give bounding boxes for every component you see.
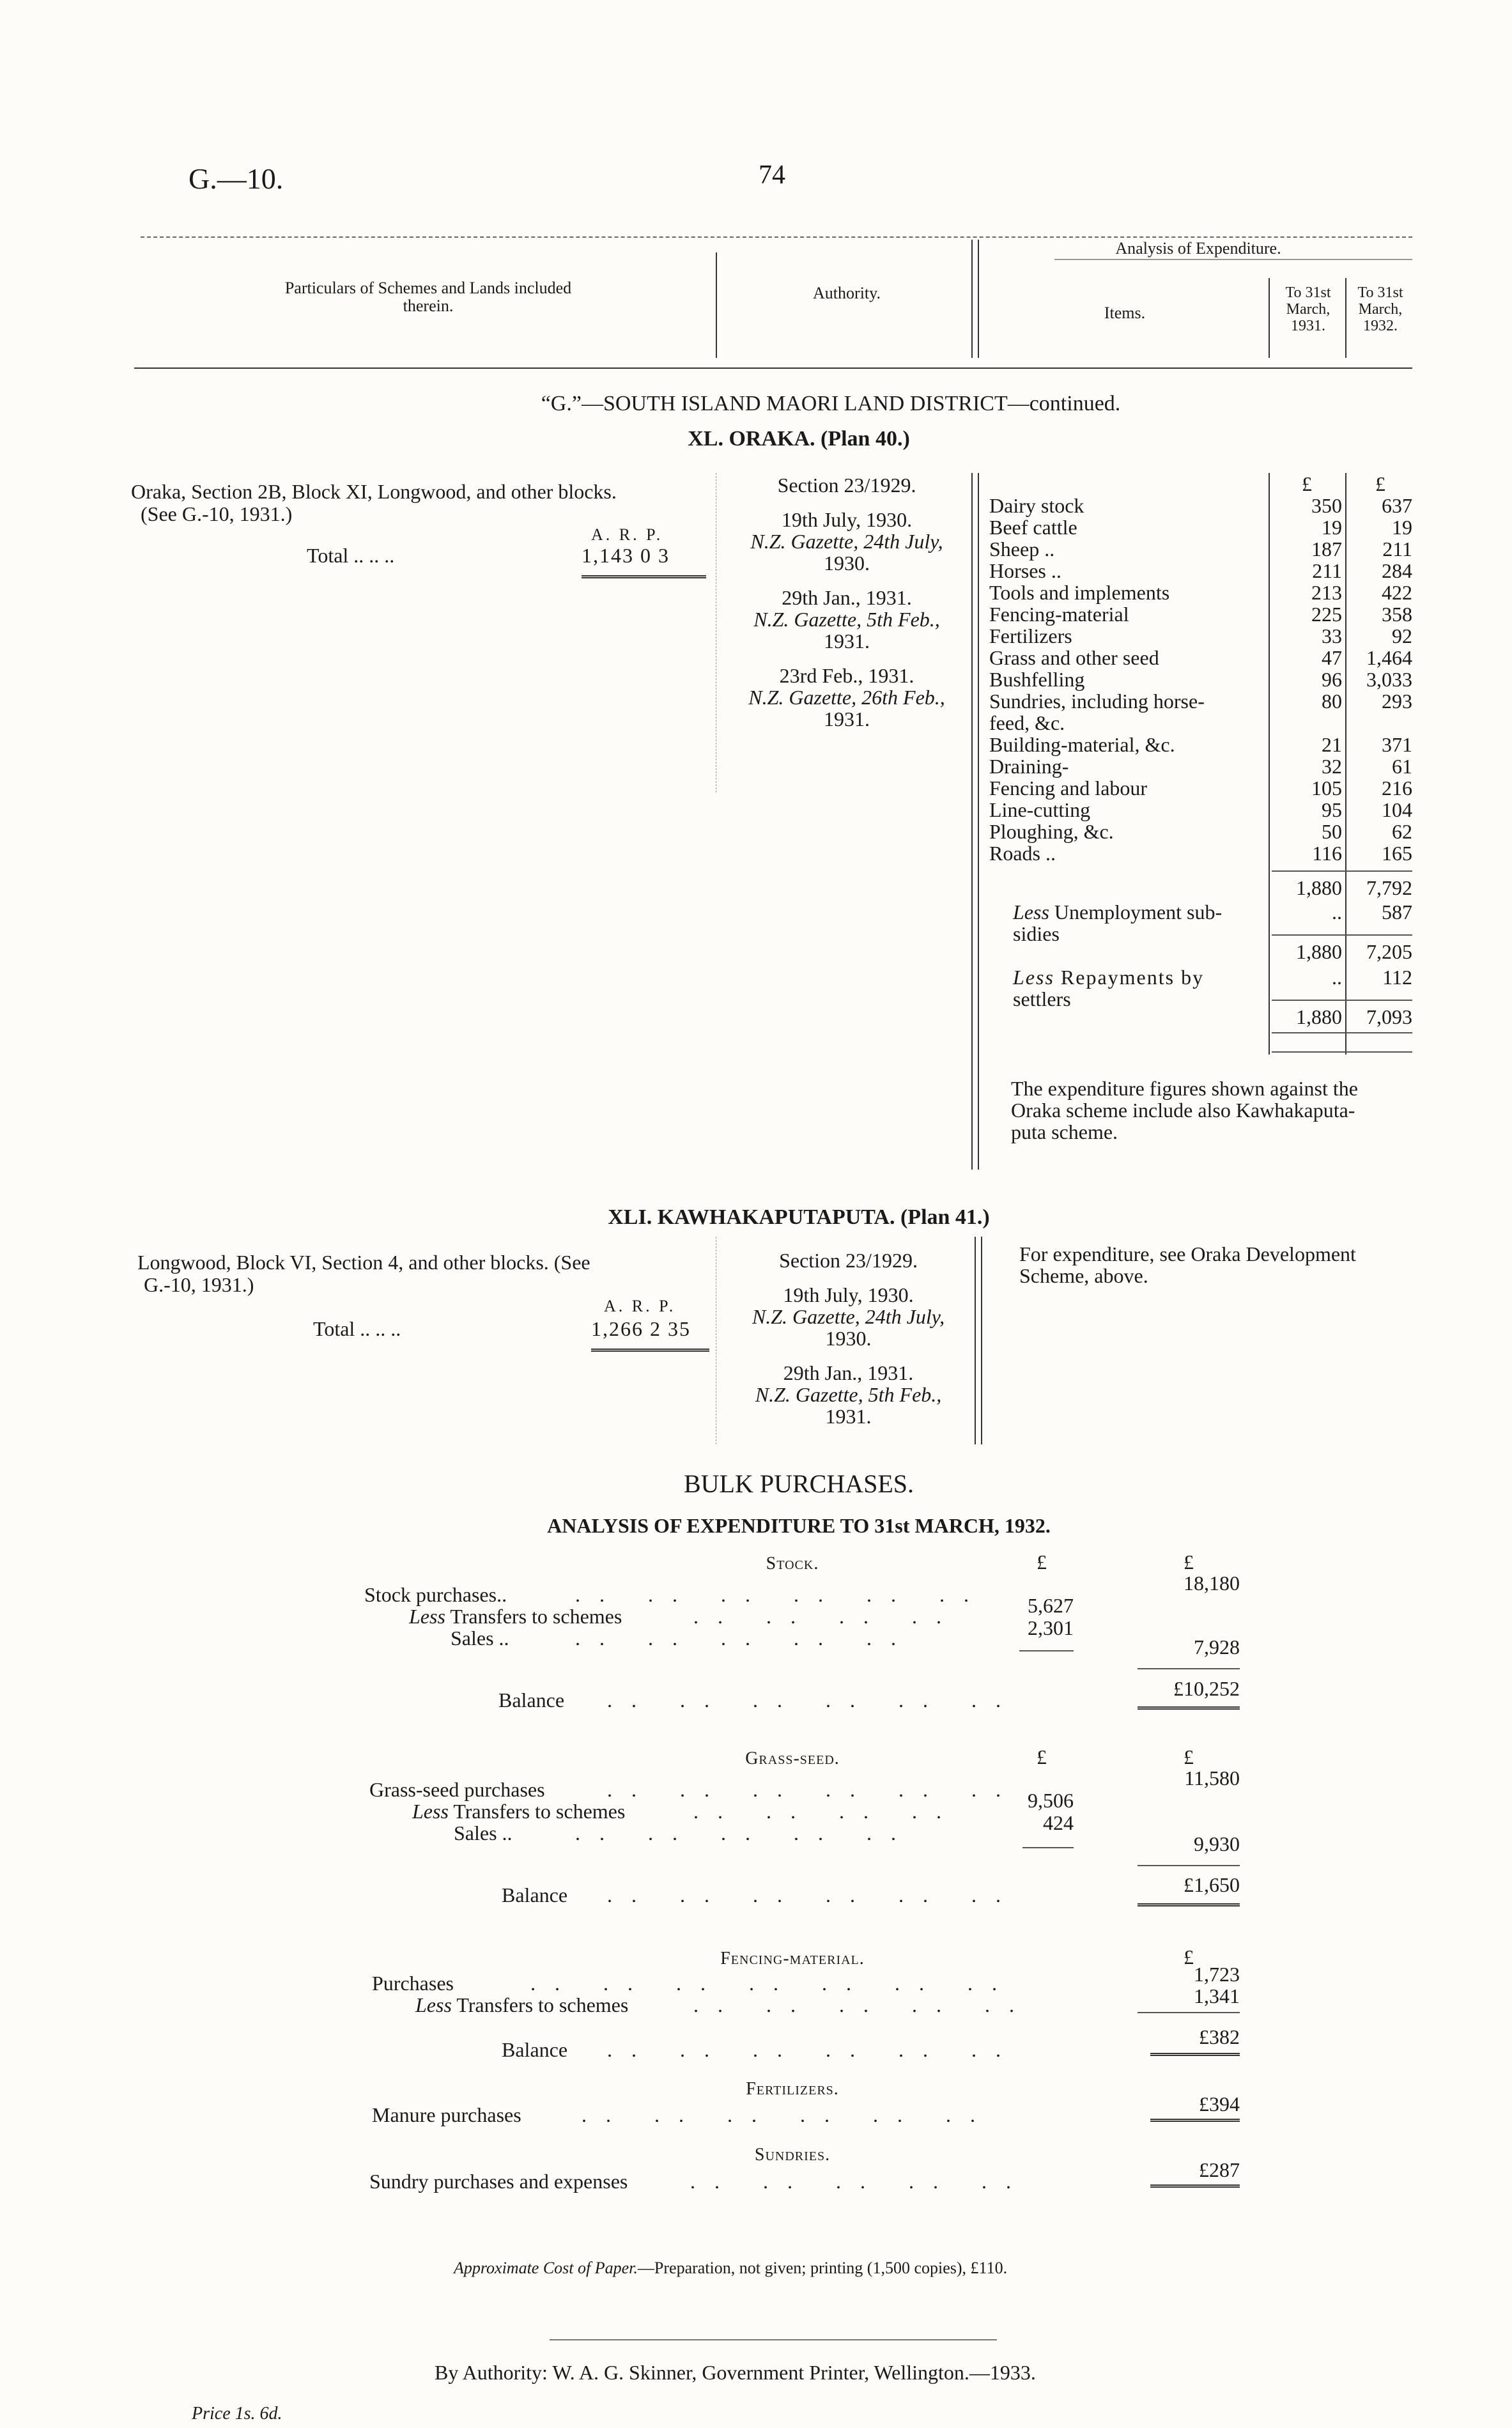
grass-balance-label: Balance [502,1883,568,1906]
sundries-value: £287 [1199,2158,1240,2181]
dots: .. .. .. .. .. .. .. [530,1972,1016,1995]
dots: .. .. .. .. .. .. [582,2103,994,2126]
item-1932-value: 284 [1382,559,1412,582]
item-name: Fertilizers [989,624,1072,647]
item-name: Fencing-material [989,603,1129,626]
stock-sales-label: Sales .. [451,1627,509,1650]
stock-transfers-label: Less Transfers to schemes [409,1605,622,1628]
item-1931-value: 187 [1311,537,1342,561]
item-name: Line-cutting [989,798,1091,821]
dots: .. .. .. .. .. [575,1627,915,1650]
item-1932-value: 422 [1382,581,1412,604]
expenditure-row [989,842,1417,864]
expenditure-row [989,647,1417,669]
fencing-transfers-label: Less Transfers to schemes [415,1993,629,2016]
kawha-total-value: 1,266 2 35 [591,1317,691,1340]
kawha-authority: Section 23/1929. 19th July, 1930. N.Z. Gazette, 24th July, 1930. 29th Jan., 1931. N.Z. Gazette, 5th Feb., 1931. [752,1249,945,1428]
expenditure-row [989,582,1417,603]
oraka-description: Oraka, Section 2B, Block XI, Longwood, and other blocks. [131,480,617,503]
expenditure-row [989,495,1417,516]
item-1931-value: 225 [1311,603,1342,626]
printer-authority: By Authority: W. A. G. Skinner, Government Printer, Wellington.—1933. [435,2361,1036,2384]
item-1931-value: 33 [1322,624,1342,647]
subtotal2-1932: 7,205 [1366,940,1412,963]
expenditure-row [989,538,1417,560]
dots: .. .. .. .. .. [575,1821,915,1844]
subtotal1-1931: 1,880 [1296,876,1342,899]
expenditure-row [989,690,1417,712]
expenditure-row [989,603,1417,625]
item-1931-value: 95 [1322,798,1342,821]
item-1931-value: 105 [1311,777,1342,800]
item-1931-value: 21 [1322,733,1342,756]
less1-1931: .. [1332,901,1342,924]
grass-heading: Grass-seed. [745,1749,840,1768]
fencing-balance-value: £382 [1199,2025,1240,2048]
fencing-purchases-label: Purchases [372,1972,454,1995]
fencing-purchases-value: 1,723 [1194,1963,1240,1986]
item-1932-value: 19 [1392,516,1412,539]
item-name: Roads .. [989,842,1056,865]
item-1932-value: 61 [1392,755,1412,778]
item-1931-value: 50 [1322,820,1342,843]
dots: .. .. .. .. [693,1605,960,1628]
grass-transfers-label: Less Transfers to schemes [412,1800,626,1823]
expenditure-row [989,755,1417,777]
header-particulars: Particulars of Schemes and Lands included therein. [284,279,572,315]
dots: .. .. .. .. .. .. [607,2038,1020,2061]
dots: .. .. .. .. .. [693,1993,1033,2016]
item-1932-value: 104 [1382,798,1412,821]
stock-pound-2: £ [1184,1550,1194,1574]
stock-heading: Stock. [766,1554,819,1574]
item-name: Sheep .. [989,537,1055,561]
item-1931-value: 116 [1312,842,1342,865]
stock-purchases-label: Stock purchases.. [364,1583,507,1606]
kawha-note: For expenditure, see Oraka Development Scheme, above. [1019,1242,1356,1287]
item-1932-value: 216 [1382,777,1412,800]
fencing-pound: £ [1184,1945,1194,1968]
less2-1931: .. [1332,966,1342,989]
district-title: “G.”—SOUTH ISLAND MAORI LAND DISTRICT—continued. [541,392,1121,415]
expenditure-row [989,560,1417,582]
kawha-see-ref: G.-10, 1931.) [144,1273,254,1296]
item-1932-value: 92 [1392,624,1412,647]
kawha-description: Longwood, Block VI, Section 4, and other blocks. (See [137,1251,590,1274]
stock-balance-value: £10,252 [1173,1677,1240,1700]
expenditure-row [989,712,1417,734]
currency-1932: £ [1375,472,1385,495]
dots: .. .. .. .. [693,1800,960,1823]
expenditure-row [989,799,1417,821]
oraka-title: XL. ORAKA. (Plan 40.) [688,427,910,451]
less-repayments-label-2: settlers [1013,987,1071,1010]
less-unemployment-label-2: sidies [1013,922,1060,945]
item-name: Tools and implements [989,581,1170,604]
item-name: feed, &c. [989,711,1065,734]
kawha-total-label: Total .. .. .. [313,1317,401,1340]
fertilizers-heading: Fertilizers. [746,2079,839,2099]
stock-purchases-value: 18,180 [1184,1572,1240,1595]
stock-sales-value: 2,301 [1028,1616,1074,1639]
price: Price 1s. 6d. [192,2404,282,2424]
item-name: Sundries, including horse- [989,690,1205,713]
grass-sales-value: 424 [1043,1811,1074,1834]
dots: .. .. .. .. .. .. [575,1583,988,1606]
header-col-1932: To 31st March, 1932. [1357,284,1403,334]
report-ref: G.—10. [189,162,284,195]
expenditure-row [989,734,1417,755]
header-col-1931: To 31st March, 1931. [1285,284,1331,334]
kawha-title: XLI. KAWHAKAPUTAPUTA. (Plan 41.) [608,1205,990,1229]
page-number: 74 [759,160,785,190]
grass-balance-value: £1,650 [1184,1873,1240,1896]
final-1931: 1,880 [1296,1005,1342,1028]
oraka-arp-header: A. R. P. [591,525,663,544]
expenditure-row [989,777,1417,799]
less1-1932: 587 [1382,901,1412,924]
item-1932-value: 637 [1382,494,1412,517]
oraka-note: The expenditure figures shown against the Oraka scheme include also Kawhakaputa- puta scheme. [1011,1077,1358,1143]
item-name: Bushfelling [989,668,1085,691]
sundries-heading: Sundries. [754,2145,831,2165]
item-name: Grass and other seed [989,646,1159,669]
fencing-balance-label: Balance [502,2038,568,2061]
header-analysis: Analysis of Expenditure. [1115,239,1281,258]
grass-purchases-label: Grass-seed purchases [369,1778,545,1801]
stock-transfers-value: 5,627 [1028,1594,1074,1617]
oraka-authority: Section 23/1929. 19th July, 1930. N.Z. Gazette, 24th July, 1930. 29th Jan., 1931. N.Z. Gazette, 5th Feb., 1931. 23rd Feb., 1931. N.Z. Gazette, 26th Feb., 1931. [748,474,945,731]
less-unemployment-label: Less Unemployment sub- [1013,901,1223,924]
less2-1932: 112 [1382,966,1412,989]
fencing-heading: Fencing-material. [720,1949,865,1968]
grass-pound-2: £ [1184,1745,1194,1768]
item-1931-value: 80 [1322,690,1342,713]
dots: .. .. .. .. .. .. [607,1689,1020,1712]
item-1931-value: 19 [1322,516,1342,539]
item-name: Beef cattle [989,516,1077,539]
fencing-transfers-value: 1,341 [1194,1984,1240,2007]
dots: .. .. .. .. .. [690,2170,1030,2193]
bulk-title: BULK PURCHASES. [683,1469,914,1498]
item-1931-value: 47 [1322,646,1342,669]
stock-pound-1: £ [1037,1550,1047,1574]
item-name: Building-material, &c. [989,733,1175,756]
grass-pound-1: £ [1037,1745,1047,1768]
currency-1931: £ [1302,472,1312,495]
item-name: Dairy stock [989,494,1084,517]
fertilizers-label: Manure purchases [372,2103,521,2126]
item-1932-value: 1,464 [1366,646,1412,669]
item-1931-value: 96 [1322,668,1342,691]
item-1931-value: 211 [1312,559,1342,582]
less-repayments-label: Less Repayments by [1013,966,1205,989]
item-1932-value: 165 [1382,842,1412,865]
item-name: Fencing and labour [989,777,1148,800]
item-name: Draining- [989,755,1069,778]
expenditure-row [989,516,1417,538]
grass-purchases-value: 11,580 [1184,1767,1240,1790]
item-name: Ploughing, &c. [989,820,1114,843]
header-items: Items. [1104,304,1146,322]
expenditure-row [989,821,1417,842]
expenditure-row [989,669,1417,690]
sundries-label: Sundry purchases and expenses [369,2170,628,2193]
item-1932-value: 3,033 [1366,668,1412,691]
dots: .. .. .. .. .. .. [607,1778,1020,1801]
item-1932-value: 62 [1392,820,1412,843]
header-authority: Authority. [813,284,881,302]
oraka-total-label: Total .. .. .. [307,544,395,567]
bulk-subtitle: ANALYSIS OF EXPENDITURE TO 31st MARCH, 1932. [547,1514,1051,1537]
expenditure-row [989,625,1417,647]
item-1931-value: 350 [1311,494,1342,517]
grass-transfers-value: 9,506 [1028,1789,1074,1812]
item-1932-value: 293 [1382,690,1412,713]
fertilizers-value: £394 [1199,2092,1240,2115]
dots: .. .. .. .. .. .. [607,1883,1020,1906]
item-1932-value: 211 [1382,537,1412,561]
item-1931-value: 213 [1311,581,1342,604]
stock-balance-label: Balance [498,1689,565,1712]
cost-of-paper: Approximate Cost of Paper.—Preparation, not given; printing (1,500 copies), £110. [454,2259,1008,2277]
item-1932-value: 358 [1382,603,1412,626]
item-1931-value: 32 [1322,755,1342,778]
subtotal2-1931: 1,880 [1296,940,1342,963]
kawha-arp-header: A. R. P. [604,1297,676,1315]
oraka-see-ref: (See G.-10, 1931.) [141,502,293,525]
grass-sales-label: Sales .. [454,1821,513,1844]
stock-less-total: 7,928 [1194,1635,1240,1659]
oraka-total-value: 1,143 0 3 [582,544,670,567]
item-name: Horses .. [989,559,1061,582]
grass-less-total: 9,930 [1194,1832,1240,1855]
item-1932-value: 371 [1382,733,1412,756]
subtotal1-1932: 7,792 [1366,876,1412,899]
final-1932: 7,093 [1366,1005,1412,1028]
